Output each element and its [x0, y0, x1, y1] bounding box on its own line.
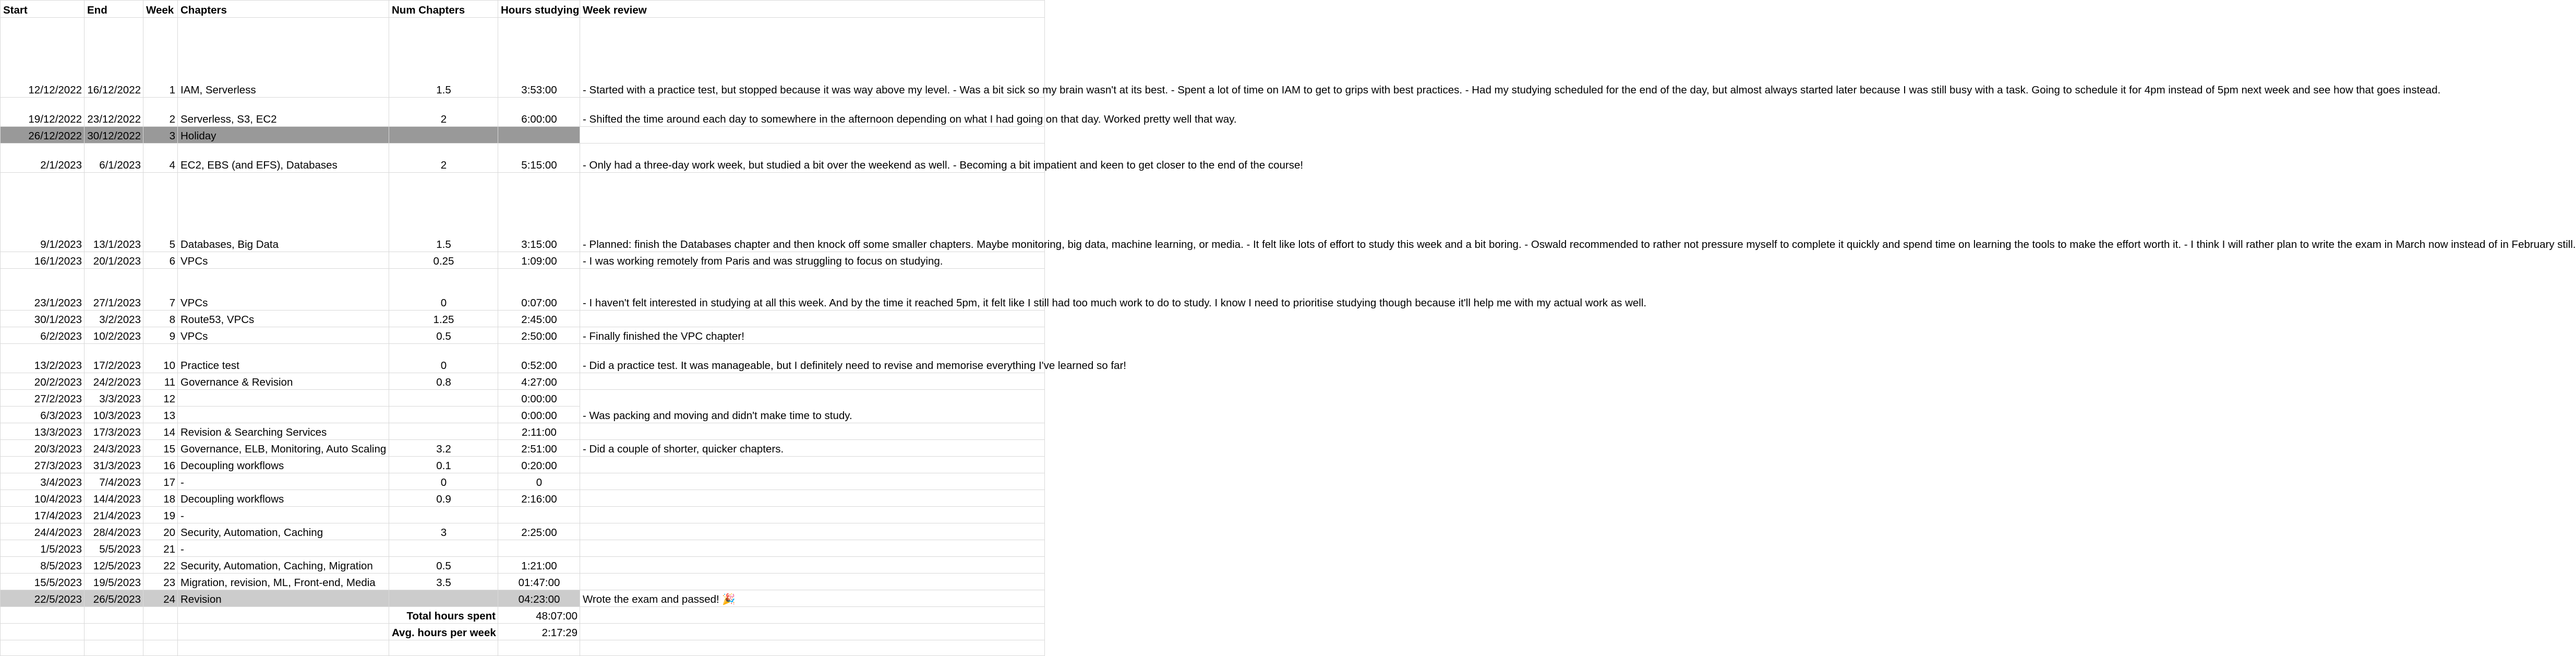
- cell-hours[interactable]: [498, 540, 580, 557]
- cell-chapters[interactable]: Route53, VPCs: [178, 311, 389, 327]
- table-row: [1, 574, 1045, 590]
- cell-end[interactable]: 5/5/2023: [85, 540, 143, 557]
- cell-start[interactable]: 30/1/2023: [1, 311, 85, 327]
- cell-week-review[interactable]: - Only had a three-day work week, but studied a bit over the weekend as well. - Becoming a bit impatient and keen to get closer to the end of the course!: [580, 144, 1045, 173]
- empty-cell[interactable]: [1, 624, 85, 640]
- cell-chapters[interactable]: -: [178, 507, 389, 523]
- cell-end[interactable]: 6/1/2023: [85, 144, 143, 173]
- cell-num-chapters[interactable]: 0.9: [389, 490, 498, 507]
- table-row: [1, 523, 1045, 540]
- cell-start[interactable]: 15/5/2023: [1, 574, 85, 590]
- empty-cell[interactable]: [498, 640, 580, 656]
- cell-chapters[interactable]: Revision & Searching Services: [178, 423, 389, 440]
- empty-cell[interactable]: [580, 640, 1045, 656]
- cell-start[interactable]: 10/4/2023: [1, 490, 85, 507]
- empty-cell[interactable]: [143, 640, 178, 656]
- column-header-week[interactable]: Week: [143, 1, 178, 18]
- cell-num-chapters[interactable]: 0.8: [389, 373, 498, 390]
- avg-hours-value[interactable]: 2:17:29: [498, 624, 580, 640]
- cell-hours[interactable]: 3:53:00: [498, 18, 580, 98]
- column-header-week-review[interactable]: Week review: [580, 1, 1045, 18]
- cell-num-chapters[interactable]: [389, 407, 498, 423]
- cell-week[interactable]: 8: [143, 311, 178, 327]
- empty-cell[interactable]: [389, 640, 498, 656]
- cell-hours[interactable]: 4:27:00: [498, 373, 580, 390]
- empty-cell[interactable]: [580, 607, 1045, 624]
- cell-num-chapters[interactable]: 0: [389, 473, 498, 490]
- table-row: [1, 252, 1045, 269]
- cell-end[interactable]: 10/2/2023: [85, 327, 143, 344]
- cell-week-review[interactable]: [580, 540, 1045, 557]
- cell-hours[interactable]: 3:15:00: [498, 173, 580, 252]
- cell-hours[interactable]: 2:51:00: [498, 440, 580, 457]
- cell-end[interactable]: 13/1/2023: [85, 173, 143, 252]
- cell-end[interactable]: 21/4/2023: [85, 507, 143, 523]
- cell-week[interactable]: 16: [143, 457, 178, 473]
- cell-num-chapters[interactable]: 0: [389, 269, 498, 311]
- cell-start[interactable]: 23/1/2023: [1, 269, 85, 311]
- cell-hours[interactable]: 1:21:00: [498, 557, 580, 574]
- table-row: [1, 144, 1045, 173]
- cell-hours[interactable]: 6:00:00: [498, 98, 580, 127]
- cell-week-review[interactable]: [580, 574, 1045, 590]
- cell-week[interactable]: 2: [143, 98, 178, 127]
- cell-num-chapters[interactable]: 0.5: [389, 557, 498, 574]
- empty-cell[interactable]: [178, 624, 389, 640]
- table-row: [1, 423, 1045, 440]
- total-hours-label[interactable]: Total hours spent: [389, 607, 498, 624]
- cell-end[interactable]: 20/1/2023: [85, 252, 143, 269]
- cell-hours[interactable]: 5:15:00: [498, 144, 580, 173]
- cell-week-review[interactable]: [580, 423, 1045, 440]
- cell-hours[interactable]: [498, 127, 580, 144]
- table-row: [1, 457, 1045, 473]
- cell-week-review[interactable]: - Did a couple of shorter, quicker chapters.: [580, 440, 1045, 457]
- cell-end[interactable]: 24/2/2023: [85, 373, 143, 390]
- cell-week[interactable]: 6: [143, 252, 178, 269]
- cell-start[interactable]: 1/5/2023: [1, 540, 85, 557]
- table-row: [1, 473, 1045, 490]
- cell-end[interactable]: 3/3/2023: [85, 390, 143, 407]
- cell-week-review[interactable]: [580, 473, 1045, 490]
- cell-hours[interactable]: 0:20:00: [498, 457, 580, 473]
- cell-num-chapters[interactable]: [389, 423, 498, 440]
- cell-start[interactable]: 17/4/2023: [1, 507, 85, 523]
- summary-row-total: [1, 607, 1045, 624]
- cell-num-chapters[interactable]: [389, 540, 498, 557]
- cell-hours[interactable]: 2:25:00: [498, 523, 580, 540]
- cell-hours[interactable]: 0: [498, 473, 580, 490]
- column-header-hours-studying[interactable]: Hours studying: [498, 1, 580, 18]
- cell-week-review[interactable]: - Shifted the time around each day to somewhere in the afternoon depending on what I had going on that day. Worked pretty well that way.: [580, 98, 1045, 127]
- cell-chapters[interactable]: Practice test: [178, 344, 389, 373]
- cell-chapters[interactable]: Holiday: [178, 127, 389, 144]
- cell-end[interactable]: 31/3/2023: [85, 457, 143, 473]
- cell-start[interactable]: 20/3/2023: [1, 440, 85, 457]
- cell-chapters[interactable]: -: [178, 473, 389, 490]
- cell-week-review[interactable]: [580, 373, 1045, 390]
- cell-week[interactable]: 22: [143, 557, 178, 574]
- cell-week-review[interactable]: - Started with a practice test, but stopped because it was way above my level. - Was a bit sick so my brain wasn't at its best. - Spent a lot of time on IAM to get to grips with best practices. - Had my studying scheduled for the end of the day, but almost always started later because I was still busy with a task. Going to schedule it for 4pm instead of 5pm next week and see how that goes instead.: [580, 18, 1045, 98]
- cell-start[interactable]: 24/4/2023: [1, 523, 85, 540]
- cell-end[interactable]: 10/3/2023: [85, 407, 143, 423]
- cell-hours[interactable]: 2:16:00: [498, 490, 580, 507]
- cell-start[interactable]: 2/1/2023: [1, 144, 85, 173]
- cell-start[interactable]: 16/1/2023: [1, 252, 85, 269]
- cell-num-chapters[interactable]: 3.2: [389, 440, 498, 457]
- empty-cell[interactable]: [178, 607, 389, 624]
- cell-chapters[interactable]: VPCs: [178, 327, 389, 344]
- cell-chapters[interactable]: Security, Automation, Caching: [178, 523, 389, 540]
- table-row: [1, 127, 1045, 144]
- cell-week[interactable]: 20: [143, 523, 178, 540]
- cell-hours[interactable]: 0:07:00: [498, 269, 580, 311]
- cell-start[interactable]: 3/4/2023: [1, 473, 85, 490]
- cell-num-chapters[interactable]: 3.5: [389, 574, 498, 590]
- cell-week[interactable]: 14: [143, 423, 178, 440]
- cell-chapters[interactable]: EC2, EBS (and EFS), Databases: [178, 144, 389, 173]
- cell-hours[interactable]: 04:23:00: [498, 590, 580, 607]
- empty-cell[interactable]: [1, 640, 85, 656]
- cell-chapters[interactable]: VPCs: [178, 252, 389, 269]
- table-row: [1, 507, 1045, 523]
- cell-chapters[interactable]: Security, Automation, Caching, Migration: [178, 557, 389, 574]
- empty-cell[interactable]: [85, 624, 143, 640]
- cell-start[interactable]: 22/5/2023: [1, 590, 85, 607]
- cell-start[interactable]: 13/2/2023: [1, 344, 85, 373]
- table-row: [1, 390, 1045, 407]
- cell-week[interactable]: 21: [143, 540, 178, 557]
- cell-chapters[interactable]: Migration, revision, ML, Front-end, Media: [178, 574, 389, 590]
- cell-start[interactable]: 20/2/2023: [1, 373, 85, 390]
- cell-week[interactable]: 19: [143, 507, 178, 523]
- empty-cell[interactable]: [143, 607, 178, 624]
- cell-hours[interactable]: 2:50:00: [498, 327, 580, 344]
- cell-num-chapters[interactable]: 0: [389, 344, 498, 373]
- cell-num-chapters[interactable]: [389, 590, 498, 607]
- cell-week-review[interactable]: - Finally finished the VPC chapter!: [580, 327, 1045, 344]
- table-row: [1, 269, 1045, 311]
- empty-cell[interactable]: [85, 607, 143, 624]
- cell-week-review[interactable]: - Was packing and moving and didn't make time to study.: [580, 390, 1045, 423]
- cell-week[interactable]: 1: [143, 18, 178, 98]
- table-row: [1, 440, 1045, 457]
- cell-week[interactable]: 15: [143, 440, 178, 457]
- cell-week-review[interactable]: - Planned: finish the Databases chapter and then knock off some smaller chapters. Maybe monitoring, big data, machine learning, or media. - It felt like lots of effort to study this week and a bit boring. - Oswald recommended to rather not pressure myself to complete it quickly and spend time on learning the tools to make the effort worth it. - I think I will rather plan to write the exam in March now instead of in February still.: [580, 173, 1045, 252]
- cell-hours[interactable]: [498, 507, 580, 523]
- cell-num-chapters[interactable]: 0.1: [389, 457, 498, 473]
- cell-chapters[interactable]: [178, 390, 389, 407]
- cell-week-review[interactable]: - I haven't felt interested in studying at all this week. And by the time it reached 5pm, it felt like I still had too much work to do to study. I know I need to prioritise studying though because it'll help me with my actual work as well.: [580, 269, 1045, 311]
- table-row: [1, 311, 1045, 327]
- cell-week[interactable]: 11: [143, 373, 178, 390]
- cell-end[interactable]: 16/12/2022: [85, 18, 143, 98]
- cell-start[interactable]: 26/12/2022: [1, 127, 85, 144]
- table-row: [1, 98, 1045, 127]
- cell-chapters[interactable]: [178, 407, 389, 423]
- cell-start[interactable]: 9/1/2023: [1, 173, 85, 252]
- cell-week-review[interactable]: - Did a practice test. It was manageable, but I definitely need to revise and memorise everything I've learned so far!: [580, 344, 1045, 373]
- cell-num-chapters[interactable]: [389, 127, 498, 144]
- cell-start[interactable]: 27/2/2023: [1, 390, 85, 407]
- empty-cell[interactable]: [580, 624, 1045, 640]
- cell-end[interactable]: 23/12/2022: [85, 98, 143, 127]
- cell-week[interactable]: 5: [143, 173, 178, 252]
- column-header-start[interactable]: Start: [1, 1, 85, 18]
- cell-start[interactable]: 12/12/2022: [1, 18, 85, 98]
- cell-week[interactable]: 7: [143, 269, 178, 311]
- table-row: [1, 490, 1045, 507]
- cell-week[interactable]: 9: [143, 327, 178, 344]
- cell-week-review[interactable]: [580, 127, 1045, 144]
- table-row: [1, 327, 1045, 344]
- cell-week-review[interactable]: [580, 557, 1045, 574]
- empty-cell[interactable]: [85, 640, 143, 656]
- cell-week[interactable]: 12: [143, 390, 178, 407]
- cell-hours[interactable]: 0:00:00: [498, 390, 580, 407]
- summary-row-average: [1, 624, 1045, 640]
- cell-week[interactable]: 3: [143, 127, 178, 144]
- cell-week[interactable]: 4: [143, 144, 178, 173]
- cell-num-chapters[interactable]: 0.25: [389, 252, 498, 269]
- cell-chapters[interactable]: Decoupling workflows: [178, 490, 389, 507]
- cell-chapters[interactable]: -: [178, 540, 389, 557]
- cell-hours[interactable]: 0:00:00: [498, 407, 580, 423]
- cell-end[interactable]: 14/4/2023: [85, 490, 143, 507]
- cell-week[interactable]: 17: [143, 473, 178, 490]
- total-hours-value[interactable]: 48:07:00: [498, 607, 580, 624]
- table-row: [1, 18, 1045, 98]
- cell-end[interactable]: 30/12/2022: [85, 127, 143, 144]
- cell-chapters[interactable]: Serverless, S3, EC2: [178, 98, 389, 127]
- cell-num-chapters[interactable]: 0.5: [389, 327, 498, 344]
- cell-week[interactable]: 18: [143, 490, 178, 507]
- header-row: [1, 1, 1045, 18]
- table-row: [1, 590, 1045, 607]
- cell-end[interactable]: 12/5/2023: [85, 557, 143, 574]
- cell-num-chapters[interactable]: 1.5: [389, 173, 498, 252]
- cell-start[interactable]: 13/3/2023: [1, 423, 85, 440]
- cell-num-chapters[interactable]: 1.25: [389, 311, 498, 327]
- cell-week[interactable]: 13: [143, 407, 178, 423]
- cell-start[interactable]: 6/2/2023: [1, 327, 85, 344]
- cell-week-review[interactable]: [580, 523, 1045, 540]
- cell-start[interactable]: 27/3/2023: [1, 457, 85, 473]
- blank-row: [1, 640, 1045, 656]
- empty-cell[interactable]: [143, 624, 178, 640]
- cell-end[interactable]: 3/2/2023: [85, 311, 143, 327]
- cell-end[interactable]: 17/2/2023: [85, 344, 143, 373]
- cell-week[interactable]: 23: [143, 574, 178, 590]
- table-row: [1, 540, 1045, 557]
- cell-hours[interactable]: 1:09:00: [498, 252, 580, 269]
- cell-num-chapters[interactable]: 2: [389, 98, 498, 127]
- cell-week-review[interactable]: [580, 507, 1045, 523]
- cell-chapters[interactable]: Governance, ELB, Monitoring, Auto Scaling: [178, 440, 389, 457]
- empty-cell[interactable]: [1, 607, 85, 624]
- column-header-num-chapters[interactable]: Num Chapters: [389, 1, 498, 18]
- avg-hours-label[interactable]: Avg. hours per week: [389, 624, 498, 640]
- cell-chapters[interactable]: Governance & Revision: [178, 373, 389, 390]
- cell-week-review[interactable]: - I was working remotely from Paris and was struggling to focus on studying.: [580, 252, 1045, 269]
- column-header-end[interactable]: End: [85, 1, 143, 18]
- table-row: [1, 373, 1045, 390]
- cell-num-chapters[interactable]: 1.5: [389, 18, 498, 98]
- cell-end[interactable]: 19/5/2023: [85, 574, 143, 590]
- cell-chapters[interactable]: Databases, Big Data: [178, 173, 389, 252]
- cell-hours[interactable]: 2:11:00: [498, 423, 580, 440]
- cell-end[interactable]: 26/5/2023: [85, 590, 143, 607]
- cell-num-chapters[interactable]: [389, 507, 498, 523]
- empty-cell[interactable]: [178, 640, 389, 656]
- cell-week-review[interactable]: [580, 457, 1045, 473]
- cell-week-review[interactable]: Wrote the exam and passed! 🎉: [580, 590, 1045, 607]
- cell-start[interactable]: 19/12/2022: [1, 98, 85, 127]
- cell-end[interactable]: 7/4/2023: [85, 473, 143, 490]
- cell-start[interactable]: 8/5/2023: [1, 557, 85, 574]
- cell-week-review[interactable]: [580, 490, 1045, 507]
- cell-end[interactable]: 27/1/2023: [85, 269, 143, 311]
- cell-week[interactable]: 24: [143, 590, 178, 607]
- table-row: [1, 344, 1045, 373]
- cell-hours[interactable]: 01:47:00: [498, 574, 580, 590]
- cell-chapters[interactable]: IAM, Serverless: [178, 18, 389, 98]
- cell-num-chapters[interactable]: [389, 390, 498, 407]
- cell-num-chapters[interactable]: 2: [389, 144, 498, 173]
- cell-end[interactable]: 28/4/2023: [85, 523, 143, 540]
- cell-end[interactable]: 24/3/2023: [85, 440, 143, 457]
- cell-chapters[interactable]: VPCs: [178, 269, 389, 311]
- cell-num-chapters[interactable]: 3: [389, 523, 498, 540]
- cell-chapters[interactable]: Revision: [178, 590, 389, 607]
- table-row: [1, 173, 1045, 252]
- cell-chapters[interactable]: Decoupling workflows: [178, 457, 389, 473]
- column-header-chapters[interactable]: Chapters: [178, 1, 389, 18]
- cell-week[interactable]: 10: [143, 344, 178, 373]
- cell-end[interactable]: 17/3/2023: [85, 423, 143, 440]
- cell-start[interactable]: 6/3/2023: [1, 407, 85, 423]
- cell-hours[interactable]: 2:45:00: [498, 311, 580, 327]
- cell-week-review[interactable]: [580, 311, 1045, 327]
- cell-hours[interactable]: 0:52:00: [498, 344, 580, 373]
- table-row: [1, 557, 1045, 574]
